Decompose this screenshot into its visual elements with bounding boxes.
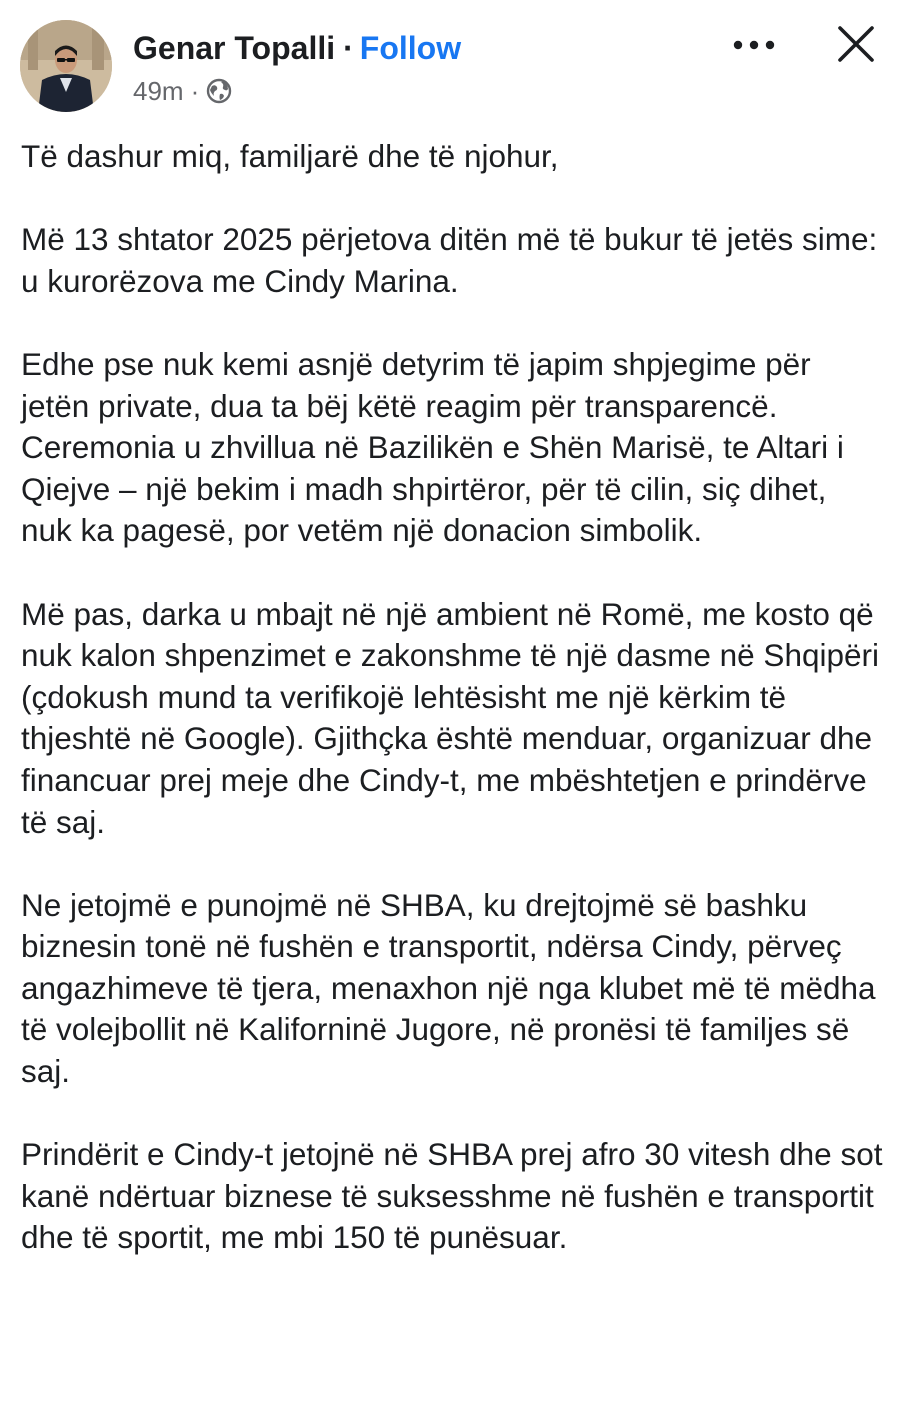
post-paragraph: Më pas, darka u mbajt në një ambient në Romë, me kosto që nuk kalon shpenzimet e zakonshme të një dasme në Shqipëri (çdokush mund ta verifikojë lehtësisht me një kërkim të thjeshtë në Google). Gjithçka është menduar, organizuar dhe financuar prej meje dhe Cindy-t, me mbështetjen e prindërve të saj. xyxy=(21,595,880,840)
meta-separator: · xyxy=(190,76,200,106)
more-options-icon[interactable] xyxy=(730,30,778,60)
post-paragraph: Edhe pse nuk kemi asnjë detyrim të japim shpjegime për jetën private, dua ta bëj këtë reagim për transparencë. Ceremonia u zhvillua në Bazilikën e Shën Marisë, te Altari i Qiejve – një bekim i madh shpirtëror, për të cilin, siç dihet, nuk ka pagesë, por vetëm një donacion simbolik. xyxy=(21,345,844,549)
post-text xyxy=(21,136,883,1259)
close-icon[interactable] xyxy=(836,24,876,64)
post-paragraph: Të dashur miq, familjarë dhe të njohur, xyxy=(21,138,559,174)
follow-button[interactable]: Follow xyxy=(359,30,462,66)
post-paragraph: Ne jetojmë e punojmë në SHBA, ku drejtojmë së bashku biznesin tonë në fushën e transportit, ndërsa Cindy, përveç angazhimeve të tjera, menaxhon një nga klubet më të mëdha të volejbollit në Kaliforninë Jugore, në pronësi të familjes së saj. xyxy=(21,886,876,1090)
post-header xyxy=(0,0,900,125)
post-meta xyxy=(133,74,232,108)
author-avatar[interactable] xyxy=(20,20,112,112)
author-line xyxy=(133,28,461,68)
post-paragraph: Më 13 shtator 2025 përjetova ditën më të bukur të jetës sime: u kurorëzova me Cindy Marina. xyxy=(21,221,878,299)
post-paragraph: Prindërit e Cindy-t jetojnë në SHBA prej afro 30 vitesh dhe sot kanë ndërtuar biznese të suksesshme në fushën e transportit dhe të sportit, me mbi 150 të punësuar. xyxy=(21,1136,883,1256)
globe-icon[interactable] xyxy=(206,78,232,104)
author-name[interactable]: Genar Topalli xyxy=(133,30,336,66)
name-separator: · xyxy=(343,30,354,66)
post-time[interactable]: 49m xyxy=(133,76,184,106)
